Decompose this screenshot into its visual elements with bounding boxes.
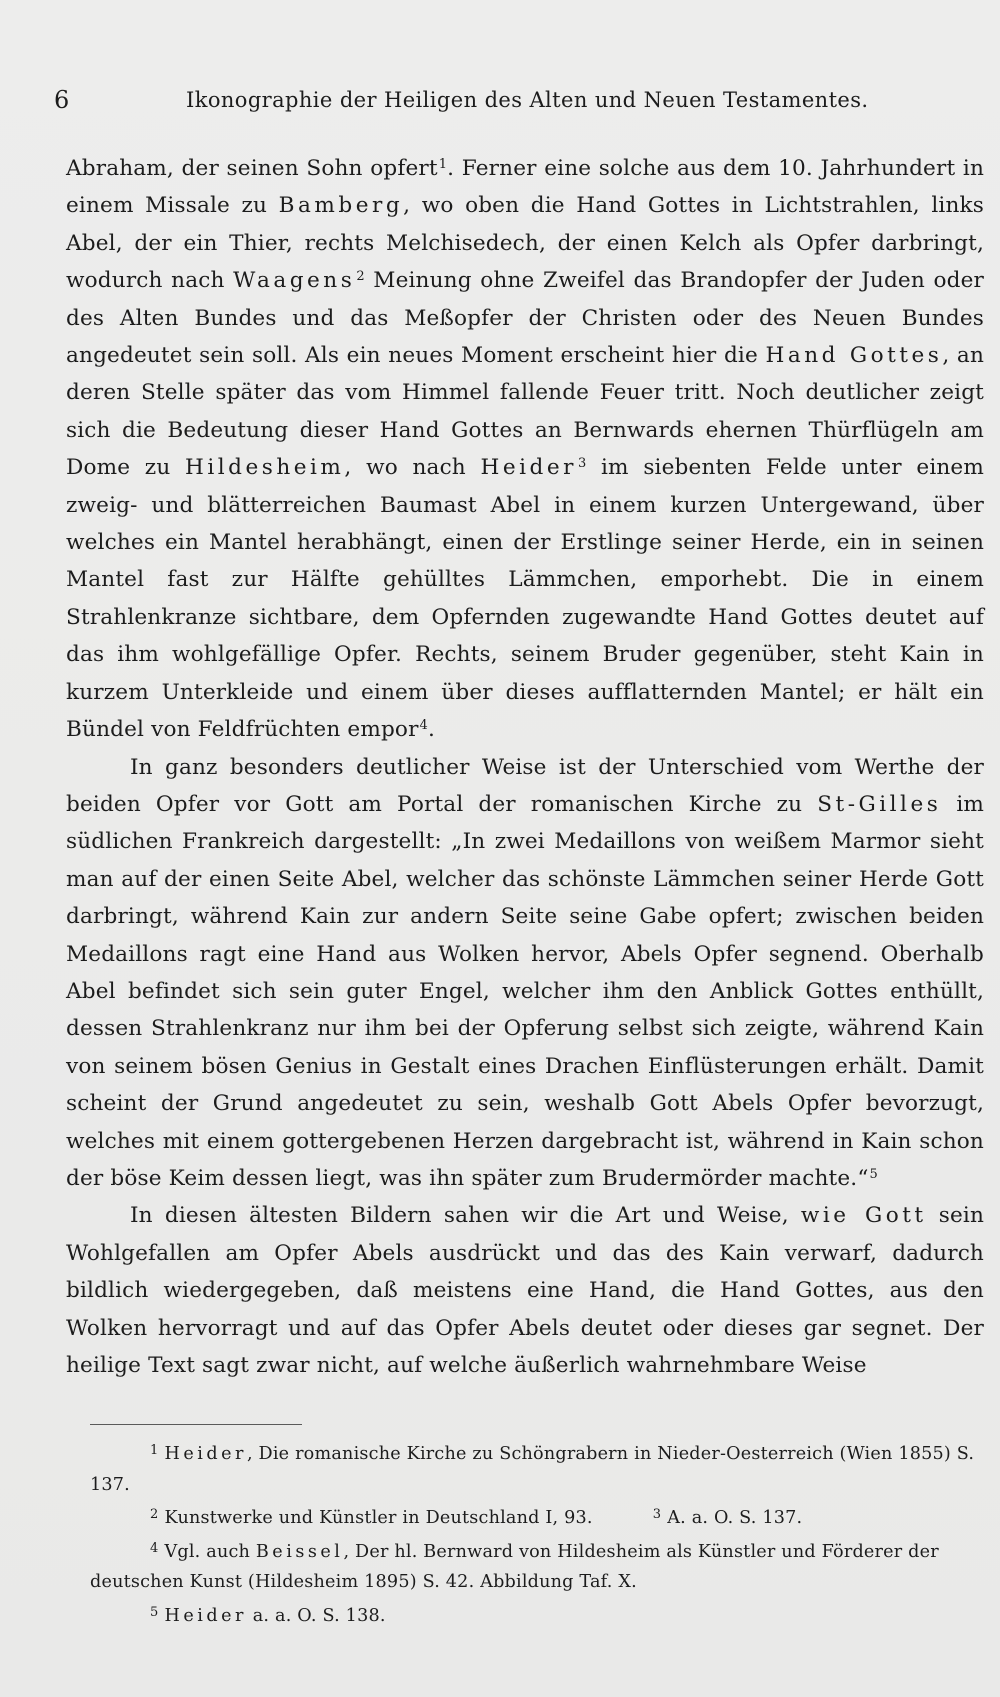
- spaced-word-hand-gottes: Hand Gottes: [765, 343, 943, 369]
- footnote-4: $^4$ Vgl. auch Beissel, Der hl. Bernward von Hildesheim als Künstler und Förderer der deutschen Kunst (Hildesheim 1895) S. 42. Abbildung Taf. X.: [90, 1540, 939, 1592]
- page-header: [54, 86, 960, 116]
- spaced-word-hildesheim: Hildesheim: [185, 455, 345, 481]
- running-title: Ikonographie der Heiligen des Alten und Neuen Testamentes.: [186, 88, 869, 112]
- footnote-ref-5: 5: [869, 1166, 878, 1182]
- footnote-ref-2: 2: [356, 269, 365, 285]
- footnote-3: A. a. O. S. 137.: [667, 1508, 803, 1528]
- footnote-ref-1: 1: [438, 157, 448, 172]
- body-text: [66, 150, 984, 1384]
- spaced-word-st-gilles: St-Gilles: [817, 791, 942, 817]
- page-number: 6: [54, 86, 70, 114]
- footnote-separator: [90, 1424, 302, 1425]
- footnote-4-author: Beissel: [255, 1541, 344, 1562]
- footnotes: [90, 1436, 986, 1631]
- footnote-2: Kunstwerke und Künstler in Deutschland I, 93.: [164, 1508, 593, 1528]
- paragraph-2: In ganz besonders deutlicher Weise ist der Unterschied vom Werthe der beiden Opfer vor Gott am Portal der romanischen Kirche zu St-Gilles im südlichen Frankreich dargestellt: „In zwei Medaillons von weißem Marmor sieht man auf der einen Seite Abel, welcher das schönste Lämmchen seiner Herde Gott darbringt, während Kain zur andern Seite seine Gabe opfert; zwischen beiden Medaillons ragt eine Hand aus Wolken hervor, Abels Opfer segnend. Oberhalb Abel befindet sich sein guter Engel, welcher ihm den Anblick Gottes enthüllt, dessen Strahlenkranz nur ihm bei der Opferung selbst sich zeigte, während Kain von seinem bösen Genius in Gestalt eines Drachen Einflüsterungen erhält. Damit scheint der Grund angedeutet zu sein, weshalb Gott Abels Opfer bevorzugt, welches mit einem gottergebenen Herzen dargebracht ist, während in Kain schon der böse Keim dessen liegt, was ihn später zum Brudermörder machte.“$^5$: [66, 754, 984, 1191]
- paragraph-3: In diesen ältesten Bildern sahen wir die Art und Weise, wie Gott sein Wohlgefallen am Opfer Abels ausdrückt und das des Kain verwarf, dadurch bildlich wiedergegeben, daß meistens eine Hand, die Hand Gottes, aus den Wolken hervorragt und auf das Opfer Abels deutet oder dieses gar segnet. Der heilige Text sagt zwar nicht, auf welche äußerlich wahrnehmbare Weise: [66, 1203, 985, 1378]
- spaced-word-heider: Heider: [480, 455, 577, 481]
- spaced-word-bamberg: Bamberg: [278, 193, 404, 219]
- paragraph-1: Abraham, der seinen Sohn opfert$^1$. Ferner eine solche aus dem 10. Jahrhundert in einem Missale zu Bamberg, wo oben die Hand Gottes in Lichtstrahlen, links Abel, der ein Thier, rechts Melchisedech, der einen Kelch als Opfer darbringt, wodurch nach Waagens$^2$ Meinung ohne Zweifel das Brandopfer der Juden oder des Alten Bundes und das Meßopfer der Christen oder des Neuen Bundes angedeutet sein soll. Als ein neues Moment erscheint hier die Hand Gottes, an deren Stelle später das vom Himmel fallende Feuer tritt. Noch deutlicher zeigt sich die Bedeutung dieser Hand Gottes an Bernwards ehernen Thürflügeln am Dome zu Hildesheim, wo nach Heider$^3$ im siebenten Felde unter einem zweig- und blätterreichen Baumast Abel in einem kurzen Untergewand, über welches ein Mantel herabhängt, einen der Erstlinge seiner Herde, ein in seinen Mantel fast zur Hälfte gehülltes Lämmchen, emporhebt. Die in einem Strahlenkranze sichtbare, dem Opfernden zugewandte Hand Gottes deutet auf das ihm wohlgefällige Opfer. Rechts, seinem Bruder gegenüber, steht Kain in kurzem Unterkleide und einem über dieses aufflatternden Mantel; er hält ein Bündel von Feldfrüchten empor$^4$.: [66, 156, 985, 743]
- footnote-1: $^1$ Heider, Die romanische Kirche zu Schöngrabern in Nieder-Oesterreich (Wien 1855) S. 137.: [90, 1443, 975, 1495]
- footnote-5-author: Heider: [164, 1605, 247, 1626]
- spaced-word-waagens: Waagens: [233, 268, 356, 294]
- footnote-ref-4: 4: [419, 718, 428, 734]
- footnote-ref-3: 3: [577, 456, 587, 472]
- footnote-5: $^5$ Heider a. a. O. S. 138.: [150, 1604, 386, 1626]
- footnote-1-author: Heider: [164, 1444, 247, 1464]
- spaced-word-wie-gott: wie Gott: [800, 1203, 927, 1229]
- footnote-2-3: $^2$ Kunstwerke und Künstler in Deutschland I, 93. $^3$ A. a. O. S. 137.: [150, 1507, 803, 1528]
